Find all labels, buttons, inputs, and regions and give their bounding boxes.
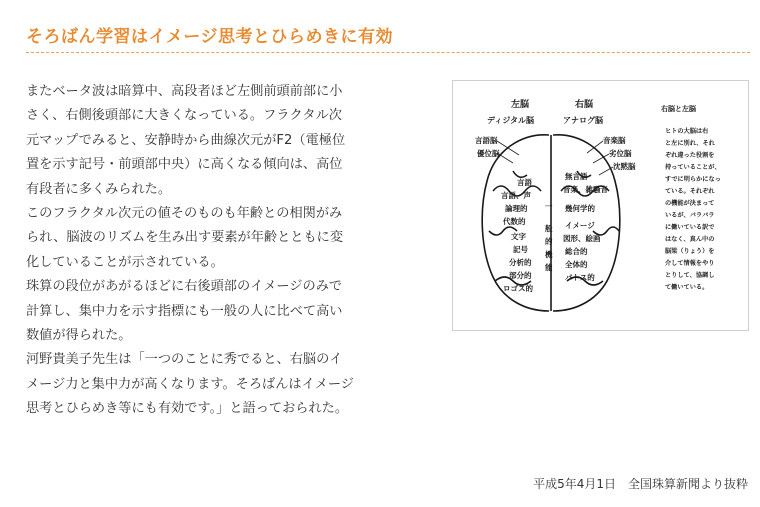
right-top-label: 音楽脳 — [603, 136, 626, 145]
right-function-label: イメージ — [565, 221, 595, 230]
left-top-label: 言語脳 — [475, 136, 498, 145]
side-text-line: と左に別れ、それ — [665, 140, 715, 147]
brain-diagram-figure — [452, 80, 749, 331]
right-brain-title: 右脳 — [575, 100, 594, 110]
right-function-label: 幾何学的 — [565, 204, 595, 213]
center-function-label: 一 — [545, 202, 553, 211]
left-function-label: 記号 — [513, 245, 528, 254]
side-text-line: ぞれ違った役割を — [665, 152, 715, 159]
center-function-label: 能 — [545, 263, 553, 272]
side-text-line: はなく、真ん中の — [665, 236, 715, 243]
paragraph: 河野貴美子先生は「一つのことに秀でると、右脳のイメージ力と集中力が高くなります。そろばんはイメージ思考とひらめき等にも有効です。」と語っておられた。 — [26, 352, 354, 417]
side-text-line: 脳梁（りょう）を — [665, 248, 715, 255]
paragraph: またベータ波は暗算中、高段者ほど左側前頭前部に小さく、右側後頭部に大きくなっている。フラクタル次元マップでみると、安静時から曲線次元がF2（電極位置を示す記号・前頭部中央）に高くなる傾向は、高位有段者に多くみられた。 — [26, 84, 346, 197]
left-function-label: 言語 — [517, 178, 532, 187]
left-function-label: 論理的 — [505, 204, 528, 213]
left-top-label: 優位脳 — [477, 149, 500, 158]
side-text-line: に働いている訳で — [665, 224, 715, 231]
right-function-label: 無言語 — [565, 172, 588, 181]
source-caption: 平成5年4月1日 全国珠算新聞より抜粋 — [533, 477, 748, 491]
right-function-label: 図形、絵画 — [563, 234, 601, 243]
side-text-line: 介して情報をやり — [665, 260, 715, 267]
left-function-label: ロゴス的 — [503, 284, 533, 293]
paragraph: 珠算の段位があがるほどに右後頭部のイメージのみで計算し、集中力を示す指標にも一般の人に比べて高い数値が得られた。 — [26, 279, 343, 344]
right-function-label: パトス的 — [565, 273, 595, 282]
title-divider — [26, 52, 750, 53]
right-function-label: 総合的 — [565, 247, 588, 256]
left-function-label: 言語、声 — [501, 191, 531, 200]
left-function-label: 文字 — [511, 232, 526, 241]
center-function-label: 的 — [545, 237, 553, 246]
right-top-label: 沈黙脳 — [613, 162, 636, 171]
side-text-line: ている。それぞれ — [665, 188, 715, 195]
side-text-line: いるが、バラバラ — [665, 212, 715, 219]
paragraph: このフラクタル次元の値そのものも年齢との相関がみられ、脳波のリズムを生み出す要素が年齢とともに変化していることが示されている。 — [26, 206, 344, 270]
side-title: 右脳と左脳 — [661, 105, 696, 113]
article-body — [26, 80, 354, 422]
right-function-label: 音楽、雑騒音 — [563, 185, 608, 194]
side-text-line: とりして、協調し — [665, 272, 715, 279]
side-text-line: すでに明らかになっ — [665, 176, 721, 183]
right-top-label: 劣位脳 — [609, 149, 632, 158]
left-brain-subtitle: ディジタル脳 — [487, 116, 535, 125]
left-brain-title: 左脳 — [511, 100, 530, 110]
side-text-line: ヒトの大脳は右 — [665, 128, 709, 135]
brain-diagram — [453, 81, 748, 330]
center-function-label: 般 — [545, 224, 553, 233]
left-function-label: 分析的 — [509, 258, 532, 267]
side-text-line: て働いている。 — [665, 284, 709, 291]
page-title: そろばん学習はイメージ思考とひらめきに有効 — [26, 27, 393, 47]
pointer-lines — [497, 141, 613, 175]
right-brain-subtitle: アナログ脳 — [563, 116, 603, 125]
right-function-label: 全体的 — [565, 260, 588, 269]
side-text-line: の機能が決まって — [665, 200, 715, 207]
side-text — [664, 127, 721, 291]
left-function-label: 部分的 — [509, 271, 532, 280]
center-function-label: 機 — [545, 250, 553, 259]
side-text-line: 持っていることが、 — [665, 164, 721, 171]
left-function-label: 代数的 — [503, 217, 526, 226]
